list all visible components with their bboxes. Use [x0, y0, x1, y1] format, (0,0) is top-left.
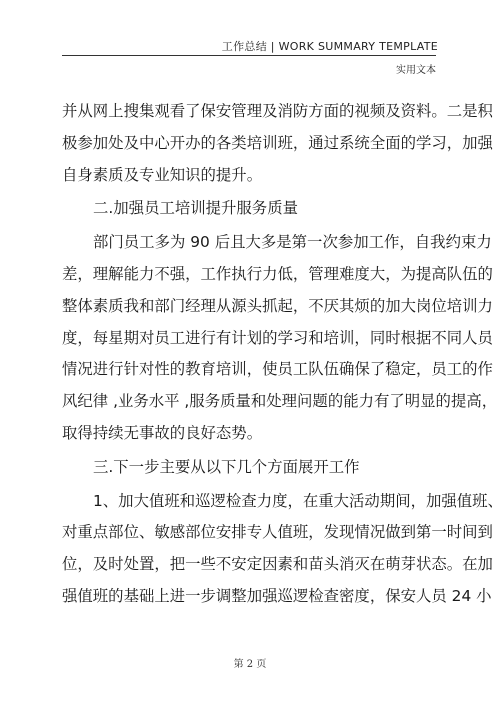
paragraph-line: 强值班的基础上进一步调整加强巡逻检查密度，保安人员 24 小: [62, 586, 492, 605]
header-subtitle: 实用文本: [396, 65, 436, 76]
paragraph-line: 对重点部位、敏感部位安排专人值班，发现情况做到第一时间到: [62, 523, 493, 542]
paragraph-line: 自身素质及专业知识的提升。: [62, 165, 263, 184]
section-heading: 二.加强员工培训提升服务质量: [93, 199, 298, 218]
paragraph-line: 取得持续无事故的良好态势。: [62, 423, 263, 442]
paragraph-line: 极参加处及中心开办的各类培训班，通过系统全面的学习，加强: [62, 133, 493, 152]
paragraph-line: 风纪律 ,业务水平 ,服务质量和处理问题的能力有了明显的提高，: [62, 392, 498, 411]
paragraph-line: 位，及时处置，把一些不安定因素和苗头消灭在萌芽状态。在加: [62, 555, 493, 574]
paragraph-line: 差，理解能力不强，工作执行力低，管理难度大，为提高队伍的: [62, 264, 493, 283]
paragraph-line: 并从网上搜集观看了保安管理及消防方面的视频及资料。二是积: [62, 102, 493, 120]
document-body: [62, 96, 503, 613]
paragraph-line: 度，每星期对员工进行有计划的学习和培训，同时根据不同人员: [62, 328, 493, 347]
paragraph-line: 1、加大值班和巡逻检查力度，在重大活动期间，加强值班、: [93, 491, 503, 510]
section-heading: 三.下一步主要从以下几个方面展开工作: [93, 457, 360, 476]
paragraph-line: 部门员工多为 90 后且大多是第一次参加工作，自我约束力: [93, 233, 492, 252]
header-title: 工作总结 | WORK SUMMARY TEMPLATE: [221, 40, 438, 53]
header-divider: [62, 55, 436, 56]
paragraph-line: 整体素质我和部门经理从源头抓起，不厌其烦的加大岗位培训力: [62, 296, 493, 315]
page-number: 第 2 页: [233, 659, 267, 670]
paragraph-line: 情况进行针对性的教育培训，使员工队伍确保了稳定，员工的作: [62, 360, 493, 379]
